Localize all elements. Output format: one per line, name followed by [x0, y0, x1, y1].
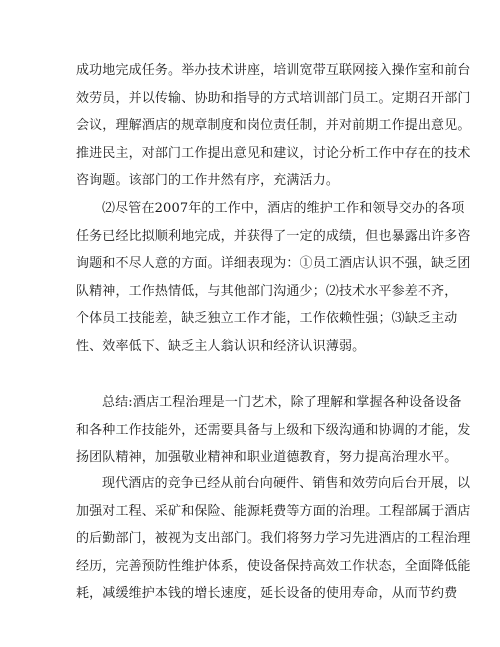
- text-line: 效劳员，并以传输、协助和指导的方式培训部门员工。定期召开部门: [76, 90, 471, 106]
- text-line: ⑵尽管在2007年的工作中，酒店的维护工作和领导交办的各项: [102, 201, 465, 216]
- text-line: 会议，理解酒店的规章制度和岗位责任制，并对前期工作提出意见。: [76, 118, 471, 134]
- paragraph-3: [76, 389, 471, 472]
- text-line: 队精神，工作热情低，与其他部门沟通少；⑵技术水平参差不齐，: [76, 283, 458, 299]
- paragraph-2: [76, 195, 471, 361]
- text-line: 现代酒店的竞争已经从前台向硬件、销售和效劳向后台开展，以: [102, 476, 471, 491]
- text-line: 耗，减缓维护本钱的增长速度，延长设备的使用寿命，从而节约费: [76, 586, 458, 602]
- text-line: 个体员工技能差，缺乏独立工作才能，工作依赖性强；⑶缺乏主动: [76, 311, 458, 327]
- text-line: 经历，完善预防性维护体系，使设备保持高效工作状态，全面降低能: [76, 558, 471, 574]
- text-line: 询题和不尽人意的方面。详细表现为：①员工酒店认识不强，缺乏团: [76, 256, 471, 272]
- text-line: 任务已经比拟顺利地完成，并获得了一定的成绩，但也暴露出许多咨: [76, 228, 471, 244]
- text-line: 性、效率低下、缺乏主人翁认识和经济认识薄弱。: [76, 338, 366, 354]
- text-line: 扬团队精神，加强敬业精神和职业道德教育，努力提高治理水平。: [76, 450, 458, 466]
- text-line: 成功地完成任务。举办技术讲座，培训宽带互联网接入操作室和前台: [76, 63, 471, 78]
- text-line: 推进民主，对部门工作提出意见和建议，讨论分析工作中存在的技术: [76, 145, 471, 161]
- paragraph-1: [76, 57, 471, 195]
- text-line: 总结:酒店工程治理是一门艺术，除了理解和掌握各种设备设备: [102, 395, 462, 410]
- text-line: 和各种工作技能外，还需要具备与上级和下级沟通和协调的才能，发: [76, 422, 471, 438]
- text-line: 的后勤部门，被视为支出部门。我们将努力学习先进酒店的工程治理: [76, 531, 471, 547]
- paragraph-4: [76, 470, 471, 608]
- text-line: 咨询题。该部门的工作井然有序，充满活力。: [76, 173, 340, 189]
- text-line: 加强对工程、采矿和保险、能源耗费等方面的治理。工程部属于酒店: [76, 503, 471, 519]
